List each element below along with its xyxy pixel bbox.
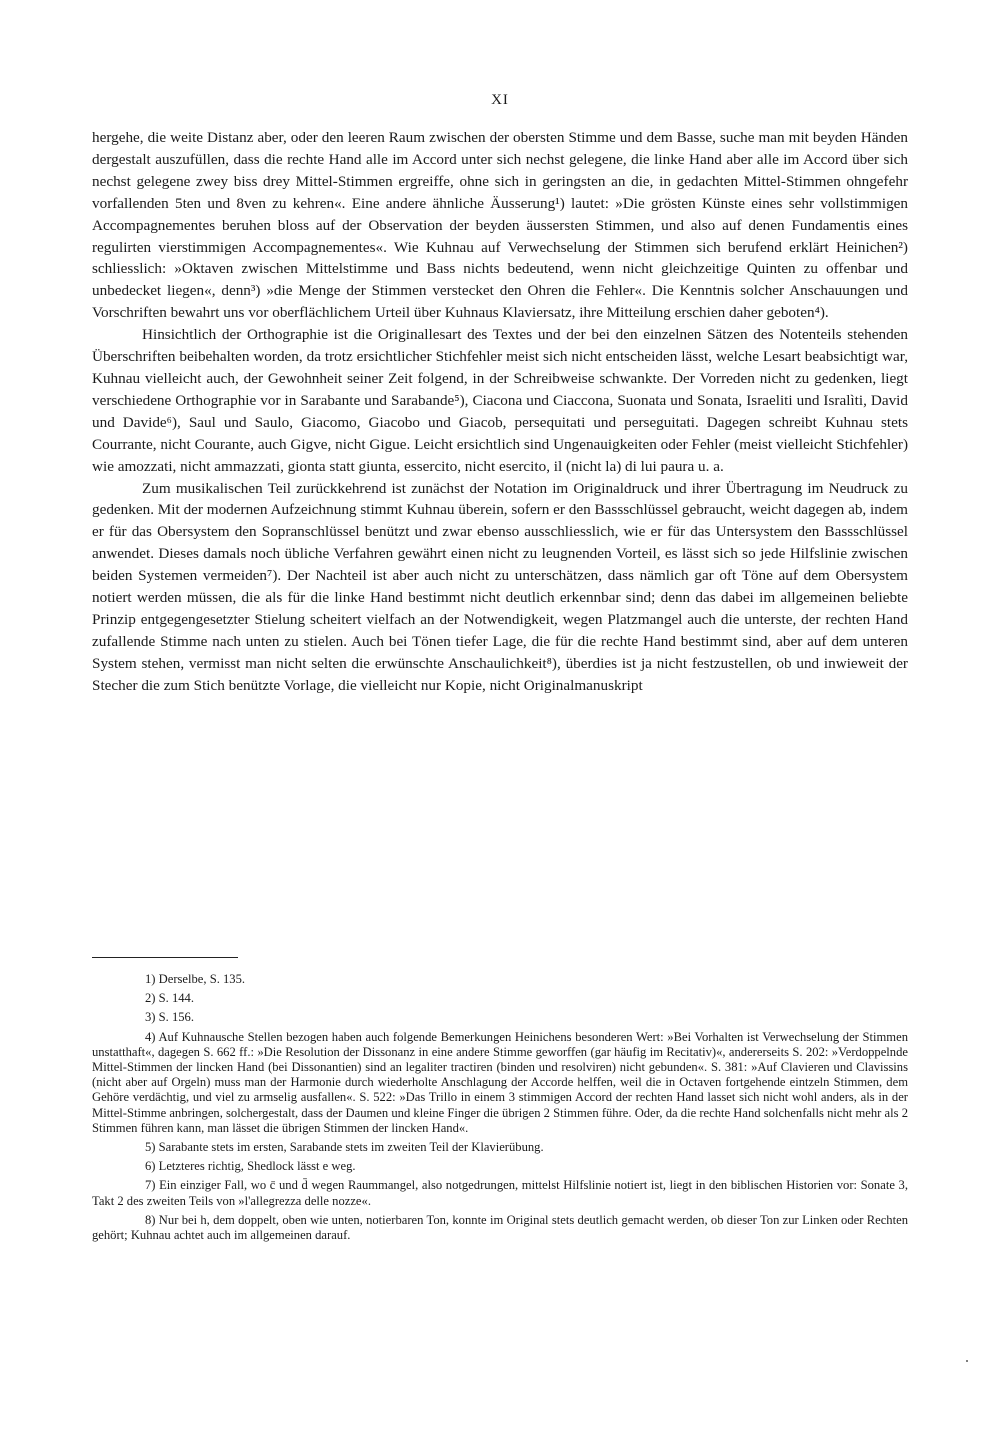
footnotes bbox=[92, 972, 908, 1247]
footnote-4: 4) Auf Kuhnausche Stellen bezogen haben auch folgende Bemerkungen Heinichens besonderen Wert: »Bei Vorhalten ist Verwechselung der Stimmen unstatthaft«, dagegen S. 662 ff.: »Die Resolution der Dissonanz in eine andere Stimme geworffen (gar häufig im Recitativ)«, andererseits S. 202: »Verdoppelnde Mittel-Stimmen der lincken Hand (bei Dissonantien) sind an legaliter tractiren (binden und resolviren) nicht gebunden«. S. 381: »Auf Clavieren und Clavissins (nicht aber auf Orgeln) muss man der Harmonie durch wiederholte Anschlagung der Accorde helffen, weil die in Octaven fortgehende eintzeln Stimmen, dem Gehöre verdächtig, und viel zu armselig ausfallen«. S. 522: »Das Trillo in einem 3 stimmigen Accord der rechten Hand lasset sich nicht wohl anders, als in der Mittel-Stimme anbringen, solchergestalt, dass der Daumen und kleine Finger die übrigen 2 Stimmen führe. Oder, da die rechte Hand solchenfalls nicht mehr als 2 Stimmen führen kann, man lässet die übrigen Stimmen der lincken Hand«. bbox=[92, 1029, 908, 1135]
footnote-5: 5) Sarabante stets im ersten, Sarabande stets im zweiten Teil der Klavierübung. bbox=[145, 1140, 544, 1155]
footnote-8: 8) Nur bei h, dem doppelt, oben wie unten, notierbaren Ton, konnte im Original stets deutlich gemacht werden, ob dieser Ton zur Linken oder Rechten gehört; Kuhnau achtet auch im allgemeinen darauf. bbox=[92, 1212, 908, 1243]
page-number: XI bbox=[491, 92, 509, 108]
footnote-7: 7) Ein einziger Fall, wo c̄ und d̄ wegen Raummangel, also notgedrungen, mittelst Hilfslinie notiert ist, liegt in den biblischen Historien vor: Sonate 3, Takt 2 des zweiten Teils von »l'allegrezza delle nozze«. bbox=[92, 1178, 908, 1208]
scan-speck bbox=[966, 1360, 968, 1362]
paragraph-continuation: hergehe, die weite Distanz aber, oder den leeren Raum zwischen der obersten Stimme und dem Basse, suche man mit beyden Händen dergestalt auszufüllen, dass die rechte Hand alle im Accord unter sich nechst gelegene, die linke Hand aber alle im Accord über sich nechst gelegene zwey biss drey Mittel-Stimmen ergreiffe, ohne sich in geringsten an die, in gedachten Mittel-Stimmen ohngefehr vorfallenden 5ten und 8ven zu kehren«. Eine andere ähnliche Äusserung¹) lautet: »Die grösten Künste eines sehr vollstimmigen Accompagnementes beruhen bloss auf der Observation der beyden äussersten Stimmen, und also auf denen Fundamentis eines regulirten vierstimmigen Accompagnementes«. Wie Kuhnau auf Verwechselung der Stimmen sich berufend erklärt Heinichen²) schliesslich: »Oktaven zwischen Mittelstimme und Bass nichts bedeutend, wenn nicht gleichzeitige Quinten zu offenbar und unbedecket liegen«, denn³) »die Menge der Stimmen verstecket den Ohren die Fehler«. Die Kenntnis solcher Anschauungen und Vorschriften bewahrt uns vor oberflächlichem Urteil über Kuhnaus Klaviersatz, ihre Mitteilung erschien daher geboten⁴). bbox=[92, 129, 908, 322]
body-text bbox=[92, 127, 908, 697]
footnote-divider bbox=[92, 957, 238, 958]
paragraph-orthographie: Hinsichtlich der Orthographie ist die Originallesart des Textes und der bei den einzelnen Sätzen des Notenteils stehenden Überschriften beibehalten worden, da trotz ersichtlicher Stichfehler meist sich nicht entscheiden lässt, welche Lesart beabsichtigt war, Kuhnau vielleicht auch, der Gewohnheit seiner Zeit folgend, in der Schreibweise schwankte. Der Vorreden nicht zu gedenken, liegt verschiedene Orthographie vor in Sarabante und Sarabande⁵), Ciacona und Ciaccona, Suonata und Sonata, Israeliti und Isralìti, David und Davide⁶), Saul und Saulo, Giacomo, Giacobo und Giacob, persequitati und perseguitati. Dagegen schreibt Kuhnau stets Courrante, nicht Courante, auch Gigve, nicht Gigue. Leicht ersichtlich sind Ungenauigkeiten oder Fehler (meist vielleicht Stichfehler) wie amozzati, nicht ammazzati, gionta statt giunta, essercito, nicht esercito, il (nicht la) di lui paura u. a. bbox=[92, 326, 908, 475]
footnote-6: 6) Letzteres richtig, Shedlock lässt e weg. bbox=[145, 1159, 356, 1174]
footnote-3: 3) S. 156. bbox=[145, 1010, 194, 1025]
footnote-2: 2) S. 144. bbox=[145, 991, 194, 1006]
paragraph-notation: Zum musikalischen Teil zurückkehrend ist zunächst der Notation im Originaldruck und ihrer Übertragung im Neudruck zu gedenken. Mit der modernen Aufzeichnung stimmt Kuhnau überein, sofern er den Bassschlüssel gebraucht, weicht dagegen ab, indem er für das Obersystem den Sopranschlüssel benützt und zwar ebenso ausschliesslich, wie er für das Untersystem den Bassschlüssel anwendet. Dieses damals noch übliche Verfahren gewährt einen nicht zu leugnenden Vorteil, es lässt sich so jede Hilfslinie zwischen beiden Systemen vermeiden⁷). Der Nachteil ist aber auch nicht zu unterschätzen, dass nämlich gar oft Töne auf dem Obersystem notiert werden müssen, die als für die linke Hand bestimmt nicht deutlich erkennbar sind; denn das dabei im allgemeinen beliebte Prinzip entgegengesetzter Stielung scheitert vielfach an der Notwendigkeit, wegen Platzmangel auch die unterste, der rechten Hand zufallende Stimme nach unten zu stielen. Auch bei Tönen tiefer Lage, die für die rechte Hand bestimmt sind, aber auf dem unteren System stehen, vermisst man nicht selten die erwünschte Anschaulichkeit⁸), überdies ist ja nicht festzustellen, ob und inwieweit der Stecher die zum Stich benützte Vorlage, die vielleicht nur Kopie, nicht Originalmanuskript bbox=[92, 479, 908, 694]
footnote-1: 1) Derselbe, S. 135. bbox=[145, 972, 246, 986]
